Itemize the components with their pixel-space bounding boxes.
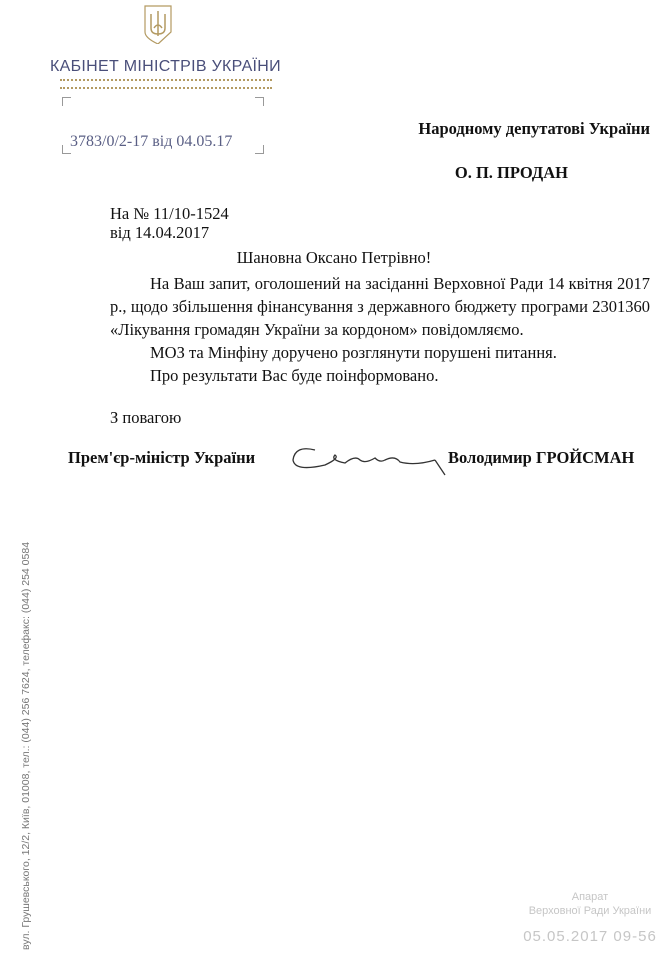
ornament-divider <box>60 79 272 89</box>
letter-body <box>110 272 650 387</box>
registration-frame-corner <box>255 145 264 154</box>
handwritten-signature <box>285 430 455 480</box>
organization-name: КАБІНЕТ МІНІСТРІВ УКРАЇНИ <box>50 58 281 75</box>
reference-number: На № 11/10-1524 <box>110 204 229 223</box>
closing: З повагою <box>110 408 182 427</box>
footer-address: вул. Грушевського, 12/2, Київ, 01008, тел.: (044) 256 7624, телефакс: (044) 254 0584 <box>20 541 32 950</box>
trident-emblem-icon <box>143 4 173 44</box>
body-paragraph: МОЗ та Мінфіну доручено розглянути порушені питання. <box>150 343 557 362</box>
stamp-line: Верховної Ради України <box>528 905 652 917</box>
stamp-datetime: 05.05.2017 09-56 <box>523 928 657 945</box>
reference-date: від 14.04.2017 <box>110 223 210 242</box>
body-paragraph: Про результати Вас буде поінформовано. <box>150 366 439 385</box>
registration-frame-corner <box>255 97 264 106</box>
stamp-line: Апарат <box>571 891 609 903</box>
greeting: Шановна Оксано Петрівно! <box>236 248 432 267</box>
addressee-title: Народному депутатові України <box>418 119 650 138</box>
signatory-position: Прем'єр-міністр України <box>68 448 256 467</box>
addressee-name: О. П. ПРОДАН <box>454 163 568 182</box>
signatory-name: Володимир ГРОЙСМАН <box>448 448 635 467</box>
registration-frame-corner <box>62 97 71 106</box>
registration-number: 3783/0/2-17 від 04.05.17 <box>70 133 233 150</box>
receipt-stamp <box>515 890 665 944</box>
body-paragraph: На Ваш запит, оголошений на засіданні Верховної Ради 14 квітня 2017 р., щодо збільшення фінансування з державного бюджету програми 2301360 «Лікування громадян України за кордоном» повідомляємо. <box>110 274 650 339</box>
